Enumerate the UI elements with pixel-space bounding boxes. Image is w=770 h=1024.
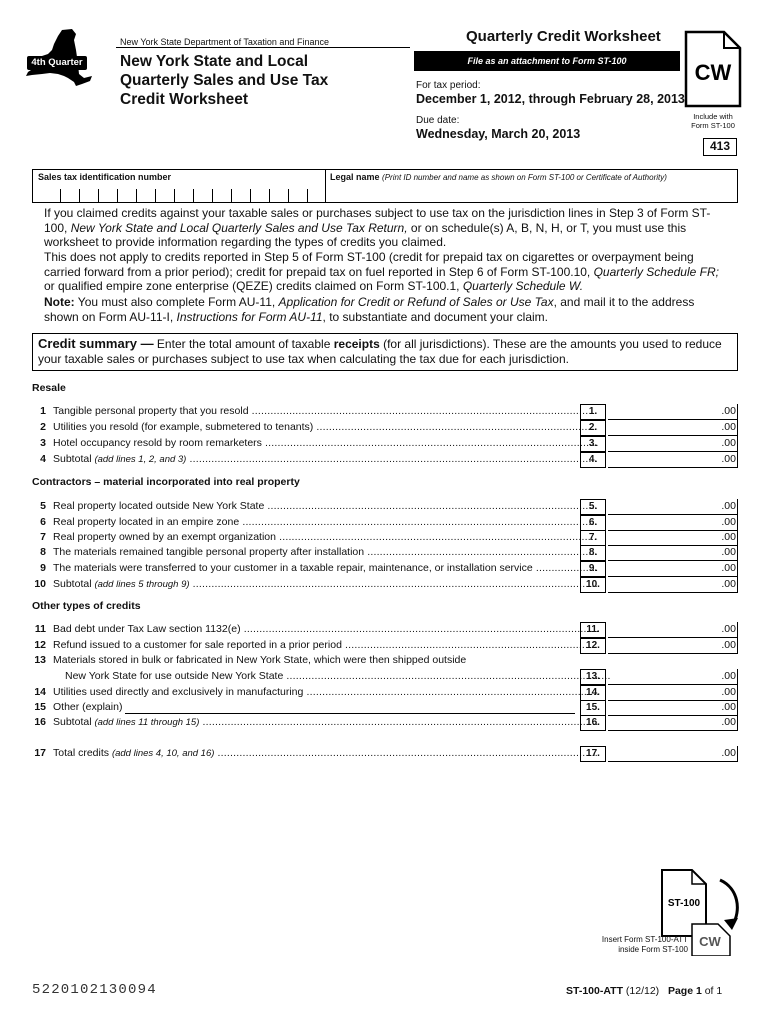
cw-document-icon (684, 30, 742, 108)
line-amount-input[interactable]: .00 (608, 638, 738, 654)
line-description (53, 545, 598, 560)
line-box-number: 10. (580, 577, 606, 593)
quarter-badge: 4th Quarter (27, 56, 87, 70)
id-digit-separator (60, 189, 61, 202)
line-number: 7 (40, 531, 46, 543)
id-digit-separator (193, 189, 194, 202)
line-box-number: 4. (580, 452, 606, 468)
insert-instructions-line: Insert Form ST-100-ATT (601, 935, 688, 944)
legal-name-label (330, 172, 667, 182)
legal-name-input[interactable] (327, 185, 737, 202)
line-number: 2 (40, 421, 46, 433)
line-amount-input[interactable]: .00 (608, 700, 738, 716)
id-digit-separator (155, 189, 156, 202)
line-description (53, 746, 598, 761)
tax-period-value: December 1, 2012, through February 28, 2013 (416, 92, 685, 106)
form-revision: (12/12) (622, 985, 660, 997)
worksheet-line (30, 653, 740, 669)
line-number: 9 (40, 562, 46, 574)
id-digit-separator (98, 189, 99, 202)
line-amount-input[interactable]: .00 (608, 577, 738, 593)
line-description-text: Hotel occupancy resold by room remarketers (53, 437, 262, 449)
line-number: 8 (40, 546, 46, 558)
id-digit-separator (136, 189, 137, 202)
line-description-text: The materials were transferred to your customer in a taxable repair, maintenance, or installation service (53, 562, 533, 574)
id-digit-separator (288, 189, 289, 202)
line-box-number: 5. (580, 499, 606, 515)
line-amount-input[interactable]: .00 (608, 499, 738, 515)
form-title (120, 52, 410, 109)
line-amount-input[interactable]: .00 (608, 436, 738, 452)
intro-text: or qualified empire zone enterprise (QEZE) credits claimed on Form ST-100.1, (44, 279, 463, 294)
line-amount-input[interactable]: .00 (608, 746, 738, 762)
line-description-text: Refund issued to a customer for sale reported in a prior period (53, 639, 342, 651)
line-box-number: 8. (580, 545, 606, 561)
line-amount-input[interactable]: .00 (608, 561, 738, 577)
line-box-number: 1. (580, 404, 606, 420)
cw-label: CW (694, 60, 732, 85)
form-identifier (566, 985, 722, 997)
form-id: ST-100-ATT (566, 985, 623, 997)
id-digit-separator (117, 189, 118, 202)
worksheet-line (30, 685, 740, 701)
due-date-label: Due date: (416, 115, 460, 126)
line-amount-input[interactable]: .00 (608, 404, 738, 420)
line-description (53, 653, 598, 668)
worksheet-line (30, 577, 740, 593)
worksheet-line (30, 669, 740, 685)
line-number: 10 (34, 578, 46, 590)
line-description-note: (add lines 1, 2, and 3) (94, 454, 187, 465)
worksheet-line (30, 715, 740, 731)
id-digit-separator (174, 189, 175, 202)
credit-summary-bold: receipts (333, 337, 380, 351)
line-amount-input[interactable]: .00 (608, 545, 738, 561)
line-amount-input[interactable]: .00 (608, 530, 738, 546)
form-title-line: Quarterly Sales and Use Tax (120, 72, 329, 89)
credit-summary-body: Enter the total amount of taxable (153, 337, 334, 351)
line-box-number: 17. (580, 746, 606, 762)
due-date-value: Wednesday, March 20, 2013 (416, 127, 581, 141)
attachment-note: File as an attachment to Form ST-100 (414, 51, 680, 71)
line-description-text: Real property located in an empire zone (53, 516, 240, 528)
line-box-number: 13. (580, 669, 606, 685)
worksheet-line (30, 499, 740, 515)
page-label: Page 1 (667, 985, 702, 997)
id-digit-separator (212, 189, 213, 202)
form-title-line: Credit Worksheet (120, 91, 249, 108)
line-description-text: Utilities used directly and exclusively in manufacturing (53, 686, 304, 698)
intro-text-italic: New York State and Local Quarterly Sales and Use Tax Return, (70, 220, 408, 235)
legal-name-hint: (Print ID number and name as shown on Form ST-100 or Certificate of Authority) (382, 173, 667, 182)
line-description (53, 436, 598, 451)
intro-text: or on schedule(s) A, B, N, H, or T, you must use this worksheet to provide information regarding the types of credits you claimed. (44, 220, 687, 250)
header-divider (116, 47, 410, 48)
line-description (65, 669, 610, 684)
intro-text: You must also complete Form AU-11, (74, 295, 279, 309)
credit-summary-text (38, 337, 728, 366)
line-number: 6 (40, 516, 46, 528)
line-description-text: Real property owned by an exempt organization (53, 531, 276, 543)
line-description-text: New York State for use outside New York State (65, 670, 284, 682)
line-number: 16 (34, 716, 46, 728)
line-box-number: 15. (580, 700, 606, 716)
line-description-text: Materials stored in bulk or fabricated in New York State, which were then shipped outside (53, 654, 467, 666)
line-amount-input[interactable]: .00 (608, 452, 738, 468)
line-number: 14 (34, 686, 46, 698)
line-description-text: Subtotal (53, 716, 95, 728)
identification-divider (325, 169, 326, 203)
include-with-note (684, 112, 742, 130)
line-number: 15 (34, 701, 46, 713)
line-amount-input[interactable]: .00 (608, 622, 738, 638)
line-description-text: Utilities you resold (for example, submetered to tenants) (53, 421, 314, 433)
line-description-text: The materials remained tangible personal property after installation (53, 546, 365, 558)
line-number: 17 (34, 747, 46, 759)
include-with-line: Form ST-100 (691, 121, 735, 130)
line-box-number: 3. (580, 436, 606, 452)
intro-text-italic: Quarterly Schedule W. (462, 279, 584, 294)
id-digit-separator (307, 189, 308, 202)
line-description (53, 452, 598, 467)
line-number: 4 (40, 453, 46, 465)
line-description (53, 685, 598, 700)
worksheet-line (30, 515, 740, 531)
line-description (53, 530, 598, 545)
line-number: 1 (40, 405, 46, 417)
include-with-line: Include with (693, 112, 733, 121)
line-description-text: Tangible personal property that you resold (53, 405, 249, 417)
sales-tax-id-label: Sales tax identification number (38, 172, 172, 182)
line-number: 5 (40, 500, 46, 512)
line-amount-input[interactable]: .00 (608, 715, 738, 731)
line-number: 11 (34, 623, 46, 635)
section-heading-contractors: Contractors – material incorporated into real property (32, 476, 300, 488)
worksheet-line (30, 420, 740, 436)
line-number: 3 (40, 437, 46, 449)
line-box-number: 9. (580, 561, 606, 577)
worksheet-line (30, 622, 740, 638)
line-description (53, 515, 598, 530)
worksheet-line (30, 452, 740, 468)
insert-instructions (560, 935, 688, 954)
tax-period-label: For tax period: (416, 80, 481, 91)
line-description (53, 715, 598, 730)
line-description (53, 577, 598, 592)
line-description-note: (add lines 4, 10, and 16) (111, 748, 215, 759)
line-description-note: (add lines 5 through 9) (94, 579, 190, 590)
insert-icon-label: ST-100 (667, 898, 701, 909)
line-description-text: Other (explain) (53, 701, 123, 713)
line-description-note: (add lines 11 through 15) (94, 717, 200, 728)
form-title-line: New York State and Local (120, 53, 309, 70)
credit-summary-body: (for all jurisdictions). These are the amounts you used to reduce your taxable sales or purchases subject to use tax when calculating the tax due for each jurisdiction. (38, 337, 722, 366)
worksheet-line (30, 545, 740, 561)
department-name: New York State Department of Taxation and Finance (120, 37, 329, 47)
id-digit-separator (269, 189, 270, 202)
line-description (53, 420, 598, 435)
line-number: 13 (34, 654, 46, 666)
line-amount-input[interactable]: .00 (608, 515, 738, 531)
intro-text: This does not apply to credits reported in Step 5 of Form ST-100 (credit for prepaid tax on cigarettes or overpayment being carried forward from a prior period); credit for prepaid tax on fuel reported in Step 6 of Form ST-100.10, (44, 250, 694, 279)
intro-text: If you claimed credits against your taxable sales or purchases subject to use tax on the jurisdiction lines in Step 3 of Form ST-100, (44, 206, 711, 235)
intro-text: , and mail it to the address shown on Form AU-11-I, (44, 295, 695, 324)
line-box-number: 6. (580, 515, 606, 531)
worksheet-line (30, 530, 740, 546)
line-amount-input[interactable]: .00 (608, 420, 738, 436)
line-amount-input[interactable]: .00 (608, 685, 738, 701)
insert-instructions-line: inside Form ST-100 (618, 944, 688, 954)
intro-text-italic: Quarterly Schedule FR; (593, 264, 719, 279)
line-description-text: Bad debt under Tax Law section 1132(e) (53, 623, 241, 635)
line-description-text: Subtotal (53, 578, 95, 590)
line-description-text: Subtotal (53, 453, 95, 465)
intro-text-italic: Application for Credit or Refund of Sales or Use Tax (278, 295, 554, 309)
intro-paragraph-1 (44, 206, 724, 250)
intro-paragraph-2 (44, 250, 724, 294)
worksheet-line (30, 638, 740, 654)
worksheet-line (30, 561, 740, 577)
other-explain-underline (125, 713, 575, 714)
id-digit-separator (250, 189, 251, 202)
line-box-number: 7. (580, 530, 606, 546)
intro-text: , to substantiate and document your claim. (322, 309, 549, 324)
line-description (53, 622, 598, 637)
credit-summary-heading: Credit summary — (38, 336, 154, 351)
line-description (53, 499, 598, 514)
id-digit-separator (231, 189, 232, 202)
insert-cw-label: CW (699, 934, 721, 949)
intro-paragraph-3 (44, 295, 724, 324)
line-number: 12 (34, 639, 46, 651)
line-box-number: 16. (580, 715, 606, 731)
form-code-box: 413 (703, 138, 737, 156)
section-heading-resale: Resale (32, 382, 66, 394)
worksheet-line (30, 436, 740, 452)
intro-text-italic: Instructions for Form AU-11 (176, 309, 323, 324)
worksheet-title: Quarterly Credit Worksheet (466, 28, 661, 45)
worksheet-line (30, 746, 740, 762)
note-label: Note: (44, 295, 75, 309)
id-digit-separator (79, 189, 80, 202)
line-description (53, 638, 598, 653)
page-of: of 1 (701, 985, 723, 997)
section-heading-other: Other types of credits (32, 600, 141, 612)
line-box-number: 2. (580, 420, 606, 436)
line-description-text: Total credits (53, 747, 112, 759)
line-box-number: 12. (580, 638, 606, 654)
worksheet-line (30, 404, 740, 420)
line-description-text: Real property located outside New York State (53, 500, 265, 512)
line-description (53, 404, 598, 419)
line-amount-input[interactable]: .00 (608, 669, 738, 685)
line-box-number: 11. (580, 622, 606, 638)
line-box-number: 14. (580, 685, 606, 701)
barcode-number: 5220102130094 (32, 982, 157, 998)
legal-name-title: Legal name (330, 172, 380, 182)
line-description (53, 561, 598, 576)
